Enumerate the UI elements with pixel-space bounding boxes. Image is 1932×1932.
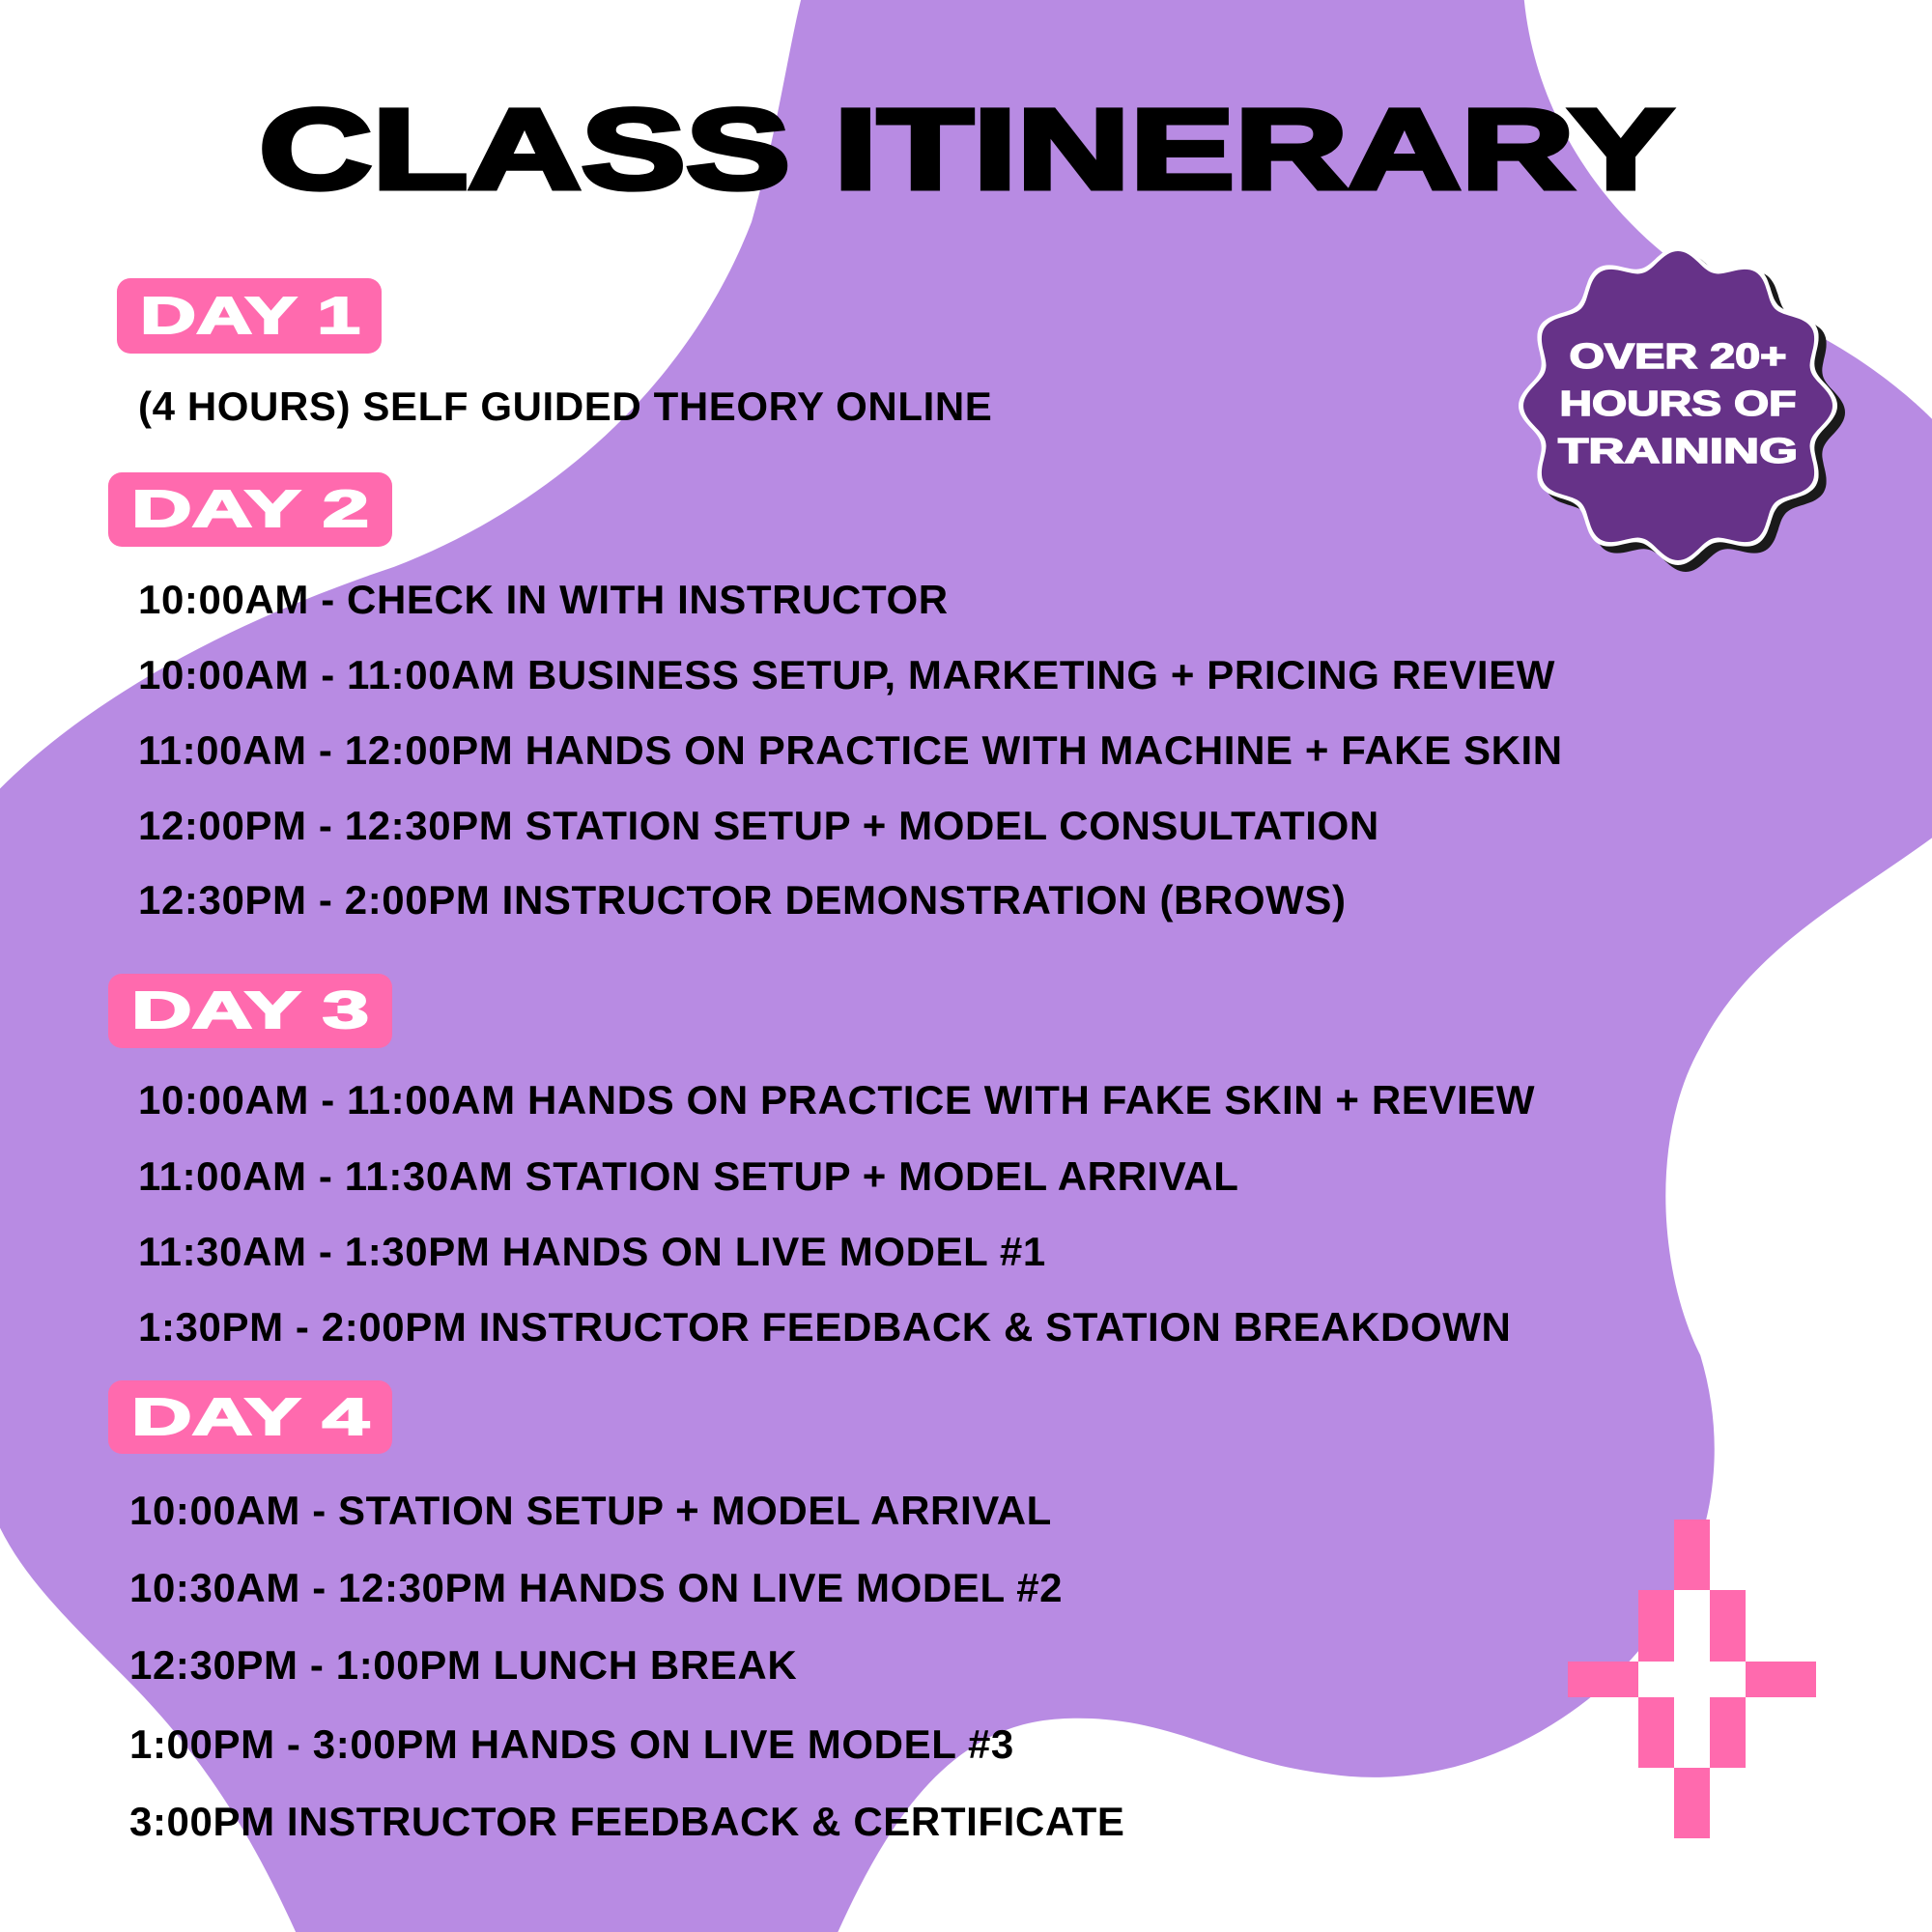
day-2-item: 12:30PM - 2:00PM INSTRUCTOR DEMONSTRATION (BROWS): [138, 877, 1347, 923]
training-hours-badge: [1507, 237, 1864, 575]
day-1-item: (4 HOURS) SELF GUIDED THEORY ONLINE: [138, 384, 993, 429]
day-2-item: 10:00AM - CHECK IN WITH INSTRUCTOR: [138, 577, 949, 622]
day-2-item: 11:00AM - 12:00PM HANDS ON PRACTICE WITH MACHINE + FAKE SKIN: [138, 727, 1563, 773]
badge-line-1: OVER 20+: [1569, 336, 1787, 376]
svg-text:DAY 2: DAY 2: [131, 480, 369, 538]
day-3-item: 1:30PM - 2:00PM INSTRUCTOR FEEDBACK & STATION BREAKDOWN: [138, 1304, 1512, 1350]
badge-line-3: TRAINING: [1558, 431, 1798, 470]
svg-text:DAY 4: DAY 4: [131, 1388, 369, 1446]
svg-text:DAY 1: DAY 1: [140, 287, 360, 345]
day-3-item: 10:00AM - 11:00AM HANDS ON PRACTICE WITH FAKE SKIN + REVIEW: [138, 1077, 1536, 1122]
day-4-label: [108, 1380, 392, 1454]
badge-line-2: HOURS OF: [1559, 384, 1797, 423]
svg-text:DAY 3: DAY 3: [131, 981, 369, 1039]
day-3-item: 11:00AM - 11:30AM STATION SETUP + MODEL ARRIVAL: [138, 1153, 1239, 1199]
page-title: [0, 92, 1932, 208]
day-4-item: 12:30PM - 1:00PM LUNCH BREAK: [129, 1642, 798, 1688]
day-2-item: 10:00AM - 11:00AM BUSINESS SETUP, MARKETING + PRICING REVIEW: [138, 652, 1556, 697]
day-3-label: [108, 974, 392, 1048]
day-4-item: 1:00PM - 3:00PM HANDS ON LIVE MODEL #3: [129, 1721, 1014, 1767]
day-3-item: 11:30AM - 1:30PM HANDS ON LIVE MODEL #1: [138, 1229, 1046, 1274]
day-4-item: 3:00PM INSTRUCTOR FEEDBACK & CERTIFICATE: [129, 1799, 1125, 1844]
day-2-label: [108, 472, 392, 547]
day-1-label: [117, 278, 382, 354]
pixel-sparkle-icon: [1568, 1520, 1819, 1848]
day-4-item: 10:00AM - STATION SETUP + MODEL ARRIVAL: [129, 1488, 1052, 1533]
day-2-item: 12:00PM - 12:30PM STATION SETUP + MODEL CONSULTATION: [138, 803, 1379, 848]
svg-text:CLASS ITINERARY: CLASS ITINERARY: [259, 92, 1673, 208]
day-4-item: 10:30AM - 12:30PM HANDS ON LIVE MODEL #2: [129, 1565, 1064, 1610]
